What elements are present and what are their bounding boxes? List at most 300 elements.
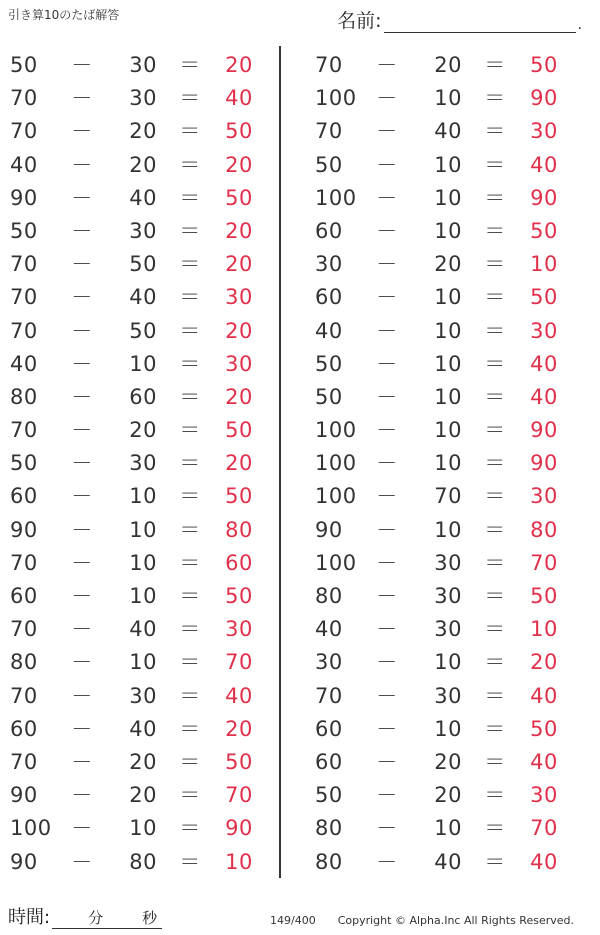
minus-sign: － — [376, 749, 398, 774]
minuend: 40 — [315, 318, 343, 343]
answer: 40 — [530, 351, 558, 376]
equals-sign: ＝ — [484, 218, 506, 243]
problem-row — [315, 846, 585, 879]
page-number: 149/400 — [270, 914, 316, 927]
minuend: 100 — [315, 86, 357, 111]
minuend: 100 — [315, 550, 357, 575]
minuend: 50 — [10, 451, 38, 476]
time-underline[interactable] — [52, 906, 162, 929]
answer: 40 — [530, 384, 558, 409]
answer: 30 — [530, 783, 558, 808]
subtrahend: 10 — [434, 86, 462, 111]
minus-sign: － — [71, 849, 93, 874]
problem-row — [315, 680, 585, 713]
subtrahend: 10 — [434, 351, 462, 376]
problem-row — [10, 381, 280, 414]
problem-row — [10, 547, 280, 580]
minus-sign: － — [376, 716, 398, 741]
answer: 30 — [530, 119, 558, 144]
subtrahend: 30 — [434, 550, 462, 575]
equals-sign: ＝ — [179, 584, 201, 608]
minuend: 90 — [315, 517, 343, 542]
subtrahend: 40 — [129, 716, 157, 741]
minus-sign: － — [376, 252, 398, 277]
name-underline[interactable] — [384, 12, 576, 33]
problem-row — [10, 580, 280, 613]
minus-sign: － — [71, 749, 93, 774]
equals-sign: ＝ — [179, 119, 201, 144]
equals-sign: ＝ — [484, 351, 506, 376]
equals-sign: ＝ — [179, 152, 201, 177]
equals-sign: ＝ — [484, 517, 506, 542]
subtrahend: 50 — [129, 252, 157, 277]
problem-row — [10, 315, 280, 348]
minuend: 100 — [315, 185, 357, 210]
minuend: 60 — [315, 749, 343, 774]
equals-sign: ＝ — [484, 650, 506, 675]
minus-sign: － — [71, 53, 93, 77]
subtrahend: 30 — [434, 617, 462, 642]
equals-sign: ＝ — [179, 550, 201, 575]
minus-sign: － — [376, 418, 398, 443]
answer: 20 — [225, 318, 253, 343]
problem-row — [10, 746, 280, 779]
minuend: 100 — [10, 816, 52, 841]
minuend: 70 — [315, 683, 343, 708]
subtrahend: 10 — [129, 816, 157, 841]
answer: 10 — [530, 617, 558, 642]
minuend: 70 — [10, 418, 38, 443]
subtrahend: 10 — [434, 285, 462, 310]
problem-row — [10, 348, 280, 381]
minus-sign: － — [71, 351, 93, 376]
minus-sign: － — [71, 218, 93, 243]
subtrahend: 30 — [434, 584, 462, 608]
equals-sign: ＝ — [179, 384, 201, 409]
equals-sign: ＝ — [179, 218, 201, 243]
problem-row — [315, 182, 585, 215]
minus-sign: － — [71, 783, 93, 808]
answer: 50 — [225, 749, 253, 774]
answer: 70 — [225, 650, 253, 675]
answer: 50 — [225, 484, 253, 509]
subtrahend: 20 — [434, 53, 462, 77]
equals-sign: ＝ — [484, 783, 506, 808]
answer: 20 — [225, 252, 253, 277]
minus-sign: － — [71, 550, 93, 575]
minuend: 50 — [315, 351, 343, 376]
answer: 90 — [530, 86, 558, 111]
answer: 40 — [530, 849, 558, 874]
equals-sign: ＝ — [179, 484, 201, 509]
minuend: 50 — [10, 218, 38, 243]
answer: 50 — [530, 716, 558, 741]
answer: 30 — [225, 351, 253, 376]
equals-sign: ＝ — [484, 119, 506, 144]
minuend: 30 — [315, 252, 343, 277]
answer: 30 — [530, 318, 558, 343]
subtrahend: 50 — [129, 318, 157, 343]
problem-row — [10, 646, 280, 679]
column-divider — [279, 46, 281, 878]
problem-row — [10, 613, 280, 646]
minus-sign: － — [376, 816, 398, 841]
subtrahend: 10 — [129, 484, 157, 509]
answer: 80 — [530, 517, 558, 542]
problem-row — [315, 315, 585, 348]
equals-sign: ＝ — [179, 86, 201, 111]
problem-row — [10, 846, 280, 879]
equals-sign: ＝ — [179, 783, 201, 808]
minus-sign: － — [376, 517, 398, 542]
problem-column-right — [315, 49, 585, 879]
minus-sign: － — [71, 584, 93, 608]
answer: 10 — [530, 252, 558, 277]
problem-row — [315, 746, 585, 779]
equals-sign: ＝ — [179, 716, 201, 741]
minuend: 80 — [315, 816, 343, 841]
subtrahend: 10 — [434, 218, 462, 243]
answer: 40 — [225, 86, 253, 111]
subtrahend: 60 — [129, 384, 157, 409]
minuend: 70 — [10, 683, 38, 708]
problem-row — [10, 447, 280, 480]
subtrahend: 10 — [129, 650, 157, 675]
answer: 20 — [225, 152, 253, 177]
subtrahend: 40 — [434, 849, 462, 874]
problem-row — [315, 447, 585, 480]
subtrahend: 20 — [434, 252, 462, 277]
equals-sign: ＝ — [484, 418, 506, 443]
equals-sign: ＝ — [179, 252, 201, 277]
subtrahend: 70 — [434, 484, 462, 509]
subtrahend: 10 — [434, 152, 462, 177]
equals-sign: ＝ — [179, 451, 201, 476]
minuend: 40 — [10, 351, 38, 376]
equals-sign: ＝ — [484, 152, 506, 177]
minus-sign: － — [71, 451, 93, 476]
minus-sign: － — [71, 650, 93, 675]
subtrahend: 30 — [129, 451, 157, 476]
equals-sign: ＝ — [179, 185, 201, 210]
minus-sign: － — [71, 252, 93, 277]
minuend: 70 — [315, 53, 343, 77]
minuend: 60 — [10, 716, 38, 741]
minus-sign: － — [376, 451, 398, 476]
minuend: 80 — [315, 849, 343, 874]
answer: 40 — [530, 152, 558, 177]
problem-row — [10, 215, 280, 248]
minuend: 60 — [10, 584, 38, 608]
minus-sign: － — [376, 285, 398, 310]
problem-row — [315, 480, 585, 513]
subtrahend: 20 — [434, 749, 462, 774]
equals-sign: ＝ — [179, 849, 201, 874]
problem-row — [315, 348, 585, 381]
answer: 20 — [225, 716, 253, 741]
answer: 70 — [530, 816, 558, 841]
answer: 50 — [530, 53, 558, 77]
answer: 20 — [225, 53, 253, 77]
equals-sign: ＝ — [484, 86, 506, 111]
subtrahend: 20 — [129, 418, 157, 443]
equals-sign: ＝ — [484, 816, 506, 841]
minus-sign: － — [376, 783, 398, 808]
minuend: 60 — [315, 285, 343, 310]
subtrahend: 40 — [129, 285, 157, 310]
equals-sign: ＝ — [179, 617, 201, 642]
answer: 50 — [530, 218, 558, 243]
equals-sign: ＝ — [484, 285, 506, 310]
answer: 40 — [530, 749, 558, 774]
problem-row — [10, 115, 280, 148]
answer: 80 — [225, 517, 253, 542]
problem-row — [315, 547, 585, 580]
answer: 50 — [225, 119, 253, 144]
minus-sign: － — [376, 617, 398, 642]
equals-sign: ＝ — [484, 451, 506, 476]
seconds-label: 秒 — [142, 909, 158, 927]
minuend: 50 — [10, 53, 38, 77]
minus-sign: － — [71, 484, 93, 509]
subtrahend: 10 — [434, 318, 462, 343]
subtrahend: 10 — [434, 517, 462, 542]
subtrahend: 10 — [434, 185, 462, 210]
minus-sign: － — [71, 716, 93, 741]
minus-sign: － — [376, 550, 398, 575]
minuend: 60 — [315, 218, 343, 243]
problem-row — [315, 779, 585, 812]
minus-sign: － — [71, 119, 93, 144]
subtrahend: 10 — [434, 384, 462, 409]
minus-sign: － — [376, 152, 398, 177]
answer: 10 — [225, 849, 253, 874]
problem-row — [10, 480, 280, 513]
answer: 90 — [225, 816, 253, 841]
answer: 20 — [225, 218, 253, 243]
minus-sign: － — [71, 816, 93, 841]
answer: 90 — [530, 451, 558, 476]
problem-row — [315, 215, 585, 248]
answer: 40 — [225, 683, 253, 708]
subtrahend: 40 — [129, 185, 157, 210]
minuend: 90 — [10, 517, 38, 542]
subtrahend: 30 — [434, 683, 462, 708]
problem-row — [315, 580, 585, 613]
equals-sign: ＝ — [179, 650, 201, 675]
equals-sign: ＝ — [484, 617, 506, 642]
problem-row — [315, 713, 585, 746]
equals-sign: ＝ — [484, 252, 506, 277]
minus-sign: － — [71, 384, 93, 409]
minus-sign: － — [376, 484, 398, 509]
minuend: 70 — [10, 252, 38, 277]
subtrahend: 20 — [434, 783, 462, 808]
minus-sign: － — [71, 86, 93, 111]
minuend: 40 — [10, 152, 38, 177]
answer: 50 — [225, 584, 253, 608]
problem-row — [315, 381, 585, 414]
equals-sign: ＝ — [484, 584, 506, 608]
minuend: 70 — [10, 285, 38, 310]
answer: 70 — [225, 783, 253, 808]
equals-sign: ＝ — [179, 285, 201, 310]
answer: 50 — [530, 584, 558, 608]
answer: 50 — [530, 285, 558, 310]
minus-sign: － — [376, 86, 398, 111]
subtrahend: 10 — [129, 550, 157, 575]
subtrahend: 10 — [129, 351, 157, 376]
equals-sign: ＝ — [484, 550, 506, 575]
minuend: 100 — [315, 484, 357, 509]
subtrahend: 20 — [129, 749, 157, 774]
problem-row — [10, 680, 280, 713]
problem-row — [315, 646, 585, 679]
equals-sign: ＝ — [179, 517, 201, 542]
minus-sign: － — [71, 418, 93, 443]
name-field[interactable] — [337, 6, 582, 33]
minus-sign: － — [376, 318, 398, 343]
problem-row — [10, 248, 280, 281]
problem-row — [315, 82, 585, 115]
minus-sign: － — [376, 185, 398, 210]
minus-sign: － — [71, 517, 93, 542]
problem-row — [10, 182, 280, 215]
equals-sign: ＝ — [484, 318, 506, 343]
equals-sign: ＝ — [179, 318, 201, 343]
time-field[interactable] — [8, 903, 162, 929]
problem-row — [10, 514, 280, 547]
problem-row — [315, 514, 585, 547]
equals-sign: ＝ — [179, 683, 201, 708]
minutes-label: 分 — [88, 909, 104, 927]
subtrahend: 20 — [129, 783, 157, 808]
problem-column-left — [10, 49, 280, 879]
answer: 20 — [530, 650, 558, 675]
problem-row — [315, 414, 585, 447]
subtrahend: 10 — [434, 451, 462, 476]
minuend: 40 — [315, 617, 343, 642]
answer: 90 — [530, 418, 558, 443]
copyright: Copyright © Alpha.Inc All Rights Reserved. — [337, 914, 574, 927]
problem-row — [315, 115, 585, 148]
time-label: 時間: — [8, 907, 51, 928]
minus-sign: － — [376, 351, 398, 376]
minuend: 30 — [315, 650, 343, 675]
name-dot: . — [577, 17, 582, 33]
subtrahend: 10 — [434, 418, 462, 443]
subtrahend: 20 — [129, 119, 157, 144]
name-label: 名前: — [337, 10, 382, 32]
minus-sign: － — [376, 119, 398, 144]
subtrahend: 20 — [129, 152, 157, 177]
answer: 30 — [530, 484, 558, 509]
equals-sign: ＝ — [484, 185, 506, 210]
minuend: 90 — [10, 849, 38, 874]
minuend: 70 — [10, 318, 38, 343]
subtrahend: 10 — [129, 517, 157, 542]
problem-row — [10, 779, 280, 812]
answer: 30 — [225, 285, 253, 310]
answer: 30 — [225, 617, 253, 642]
answer: 20 — [225, 384, 253, 409]
minus-sign: － — [376, 218, 398, 243]
equals-sign: ＝ — [179, 749, 201, 774]
answer: 60 — [225, 550, 253, 575]
answer: 70 — [530, 550, 558, 575]
minuend: 70 — [10, 86, 38, 111]
subtrahend: 10 — [434, 716, 462, 741]
equals-sign: ＝ — [484, 716, 506, 741]
minus-sign: － — [376, 53, 398, 77]
subtrahend: 10 — [434, 816, 462, 841]
minus-sign: － — [71, 185, 93, 210]
minus-sign: － — [71, 617, 93, 642]
minus-sign: － — [71, 318, 93, 343]
subtrahend: 30 — [129, 218, 157, 243]
minuend: 90 — [10, 185, 38, 210]
answer: 20 — [225, 451, 253, 476]
subtrahend: 30 — [129, 683, 157, 708]
minus-sign: － — [376, 849, 398, 874]
equals-sign: ＝ — [484, 683, 506, 708]
minuend: 50 — [315, 152, 343, 177]
minuend: 50 — [315, 384, 343, 409]
answer: 50 — [225, 418, 253, 443]
minuend: 90 — [10, 783, 38, 808]
problem-row — [315, 281, 585, 314]
minuend: 80 — [10, 384, 38, 409]
minus-sign: － — [376, 650, 398, 675]
subtrahend: 30 — [129, 86, 157, 111]
minuend: 50 — [315, 783, 343, 808]
problem-row — [10, 812, 280, 845]
answer: 90 — [530, 185, 558, 210]
equals-sign: ＝ — [484, 53, 506, 77]
problem-row — [10, 281, 280, 314]
sheet-title: 引き算10のたば解答 — [8, 8, 120, 22]
problem-row — [315, 248, 585, 281]
minus-sign: － — [71, 683, 93, 708]
minuend: 70 — [10, 749, 38, 774]
minus-sign: － — [71, 152, 93, 177]
minuend: 100 — [315, 451, 357, 476]
minus-sign: － — [376, 384, 398, 409]
minus-sign: － — [71, 285, 93, 310]
subtrahend: 10 — [434, 650, 462, 675]
problem-row — [10, 49, 280, 82]
minuend: 80 — [315, 584, 343, 608]
equals-sign: ＝ — [179, 418, 201, 443]
minuend: 60 — [10, 484, 38, 509]
problem-row — [315, 812, 585, 845]
problem-row — [315, 49, 585, 82]
equals-sign: ＝ — [484, 484, 506, 509]
subtrahend: 10 — [129, 584, 157, 608]
minuend: 80 — [10, 650, 38, 675]
minuend: 70 — [10, 550, 38, 575]
equals-sign: ＝ — [179, 816, 201, 841]
minuend: 70 — [315, 119, 343, 144]
equals-sign: ＝ — [484, 749, 506, 774]
equals-sign: ＝ — [179, 351, 201, 376]
problem-row — [315, 149, 585, 182]
problem-row — [10, 713, 280, 746]
equals-sign: ＝ — [179, 53, 201, 77]
subtrahend: 80 — [129, 849, 157, 874]
subtrahend: 30 — [129, 53, 157, 77]
answer: 40 — [530, 683, 558, 708]
